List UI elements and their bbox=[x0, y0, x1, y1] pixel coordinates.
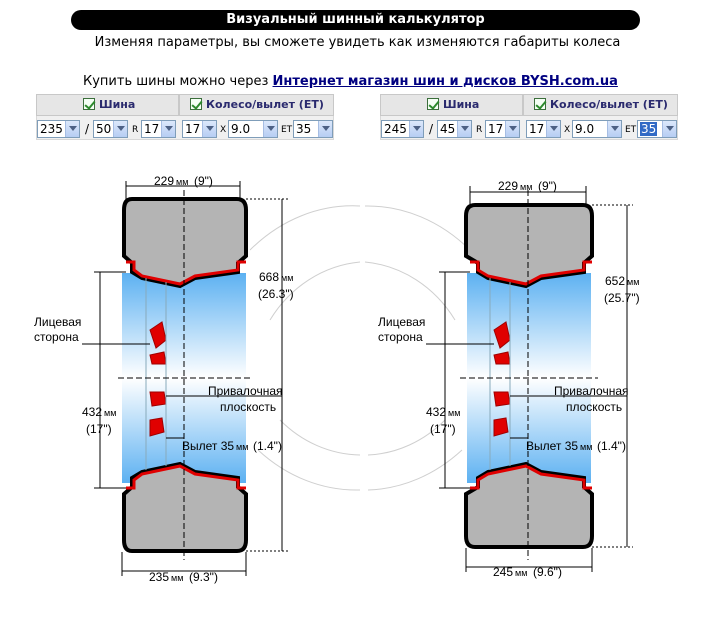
rim-diameter-unit: мм bbox=[104, 408, 117, 418]
calculator-subtitle: Изменяя параметры, вы сможете увидеть как изменяются габариты колеса bbox=[94, 35, 621, 50]
offset-label: Вылет 35 bbox=[526, 439, 579, 453]
rim-width-inches: (9") bbox=[194, 174, 213, 188]
et-label: ET bbox=[281, 125, 293, 135]
shop-link[interactable]: Интернет магазин шин и дисков BYSH.com.ua bbox=[272, 74, 618, 89]
overall-diameter-unit: мм bbox=[627, 277, 640, 287]
wheel-diameter-select[interactable]: 17 bbox=[526, 120, 561, 138]
mount-label-2: плоскость bbox=[566, 400, 623, 414]
wheel-label: Колесо/вылет (ET) bbox=[550, 98, 668, 111]
rim-width-value: 229 bbox=[498, 179, 519, 193]
x-separator: X bbox=[564, 125, 571, 135]
offset-inches: (1.4") bbox=[597, 439, 626, 453]
r-separator: R bbox=[132, 125, 139, 135]
tire-profile-select[interactable]: 50 bbox=[93, 120, 128, 138]
arc-outer-left bbox=[250, 206, 360, 250]
face-label-2: сторона bbox=[378, 330, 423, 344]
overall-diameter-inches: (25.7") bbox=[604, 291, 640, 305]
x-separator: X bbox=[220, 125, 227, 135]
calculator-title: Визуальный шинный калькулятор bbox=[71, 10, 640, 30]
wheel-diameter-select[interactable]: 17 bbox=[182, 120, 217, 138]
face-label-1: Лицевая bbox=[34, 315, 82, 329]
left-wheel bbox=[34, 174, 294, 584]
rim-width-inches: (9") bbox=[538, 179, 557, 193]
offset-inches: (1.4") bbox=[253, 439, 282, 453]
wheel-label: Колесо/вылет (ET) bbox=[206, 98, 324, 111]
arc-outer-left-bottom bbox=[258, 450, 360, 490]
tire-width-inches: (9.3") bbox=[189, 570, 218, 584]
overall-diameter-inches: (26.3") bbox=[258, 287, 294, 301]
rim-width-unit: мм bbox=[176, 177, 189, 187]
rim-diameter-value: 432 bbox=[82, 405, 103, 419]
arc-inner-left-bottom bbox=[280, 420, 360, 455]
offset-unit: мм bbox=[236, 442, 249, 452]
et-label: ET bbox=[625, 125, 637, 135]
tire-label: Шина bbox=[443, 98, 480, 111]
offset-unit: мм bbox=[580, 442, 593, 452]
arc-outer-right bbox=[365, 206, 470, 250]
slash-separator: / bbox=[429, 122, 434, 136]
face-label-2: сторона bbox=[34, 330, 79, 344]
tire-width-unit: мм bbox=[171, 573, 184, 583]
rim-width-value: 229 bbox=[154, 174, 175, 188]
right-wheel bbox=[378, 179, 640, 579]
et-select[interactable]: 35 bbox=[637, 120, 677, 138]
tire-width-select[interactable]: 235 bbox=[37, 120, 80, 138]
mount-label-1: Привалочная bbox=[554, 384, 629, 398]
slash-separator: / bbox=[85, 122, 90, 136]
rim-width-unit: мм bbox=[520, 182, 533, 192]
rim-diameter-value: 432 bbox=[426, 405, 447, 419]
r-separator: R bbox=[476, 125, 483, 135]
arc-outer-right-bottom bbox=[368, 450, 462, 490]
overall-diameter-value: 668 bbox=[259, 270, 280, 284]
rim-diameter-inches: (17") bbox=[86, 422, 112, 436]
tire-diameter-select[interactable]: 17 bbox=[141, 120, 176, 138]
tire-width-value: 235 bbox=[149, 570, 170, 584]
buy-prefix: Купить шины можно через bbox=[83, 74, 269, 89]
tire-diameter-select[interactable]: 17 bbox=[485, 120, 520, 138]
mount-label-1: Привалочная bbox=[208, 384, 283, 398]
tire-width-value: 245 bbox=[493, 565, 514, 579]
arc-inner-right bbox=[365, 262, 455, 320]
tire-width-unit: мм bbox=[515, 568, 528, 578]
overall-diameter-unit: мм bbox=[281, 273, 294, 283]
overall-diameter-value: 652 bbox=[605, 274, 626, 288]
et-select[interactable]: 35 bbox=[293, 120, 333, 138]
tire-profile-select[interactable]: 45 bbox=[437, 120, 472, 138]
tire-width-select[interactable]: 245 bbox=[381, 120, 424, 138]
tire-label: Шина bbox=[99, 98, 136, 111]
offset-label: Вылет 35 bbox=[182, 439, 235, 453]
mount-label-2: плоскость bbox=[220, 400, 277, 414]
rim-width-select[interactable]: 9.0 bbox=[228, 120, 278, 138]
rim-diameter-unit: мм bbox=[448, 408, 461, 418]
face-label-1: Лицевая bbox=[378, 315, 426, 329]
rim-diameter-inches: (17") bbox=[430, 422, 456, 436]
background-arcs bbox=[250, 206, 470, 490]
tire-width-inches: (9.6") bbox=[533, 565, 562, 579]
rim-width-select[interactable]: 9.0 bbox=[572, 120, 622, 138]
